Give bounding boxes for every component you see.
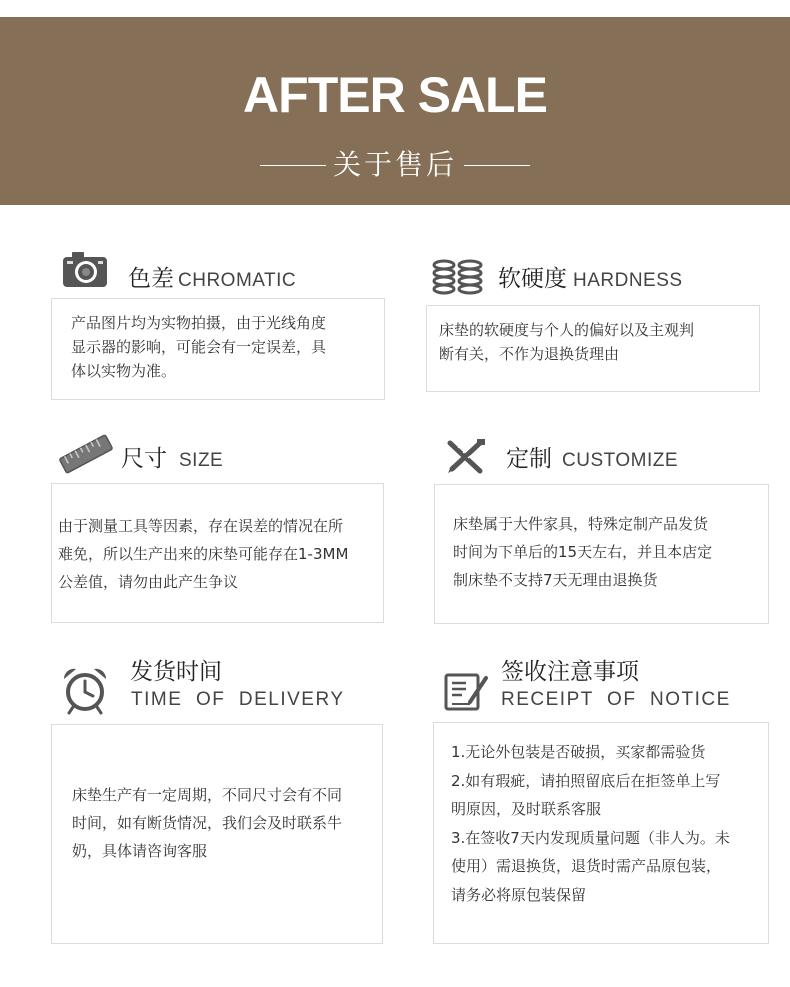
delivery-box <box>51 724 383 944</box>
receipt-line: 请务必将原包装保留 <box>451 885 587 904</box>
receipt-title-en: RECEIPT OF NOTICE <box>501 689 731 710</box>
customize-line: 时间为下单后的15天左右，并且本店定 <box>453 543 713 561</box>
hardness-title-en: HARDNESS <box>573 270 683 291</box>
customize-line: 床垫属于大件家具，特殊定制产品发货 <box>453 515 709 533</box>
size-line: 公差值，请勿由此产生争议 <box>58 573 239 591</box>
size-title-en: SIZE <box>179 450 224 471</box>
size-line: 由于测量工具等因素，存在误差的情况在所 <box>58 517 344 535</box>
banner-subtitle-row <box>0 145 790 185</box>
alarm-clock-icon <box>60 665 110 715</box>
camera-icon <box>62 251 108 289</box>
chromatic-line: 体以实物为准。 <box>71 362 177 380</box>
hardness-title <box>498 260 683 293</box>
chromatic-line: 产品图片均为实物拍摄，由于光线角度 <box>71 314 327 332</box>
ruler-icon <box>58 432 114 476</box>
chromatic-box <box>51 298 385 400</box>
customize-title-cn: 定制 <box>506 446 552 472</box>
delivery-title-en: TIME OF DELIVERY <box>131 689 345 710</box>
delivery-line: 奶，具体请咨询客服 <box>72 842 208 860</box>
chromatic-title-en: CHROMATIC <box>178 270 297 291</box>
subtitle-right-rule <box>464 165 530 166</box>
tools-icon <box>444 437 488 477</box>
receipt-title-cn: 签收注意事项 <box>501 659 639 685</box>
hardness-box <box>426 305 760 392</box>
size-box <box>51 483 384 623</box>
hardness-line: 床垫的软硬度与个人的偏好以及主观判 <box>439 321 695 339</box>
customize-line: 制床垫不支持7天无理由退换货 <box>453 571 658 589</box>
receipt-line: 1.无论外包装是否破损，买家都需验货 <box>451 743 706 761</box>
size-title-cn: 尺寸 <box>121 446 167 472</box>
banner-title: AFTER SALE <box>243 67 547 123</box>
receipt-box <box>433 722 769 944</box>
subtitle-left-rule <box>260 165 326 166</box>
size-line: 难免，所以生产出来的床垫可能存在1-3MM <box>58 545 349 563</box>
receipt-line: 使用）需退换货，退货时需产品原包装， <box>451 857 722 876</box>
customize-title <box>506 440 678 473</box>
after-sale-banner <box>0 17 790 205</box>
hardness-title-cn: 软硬度 <box>498 266 567 292</box>
size-title <box>121 440 223 473</box>
delivery-line: 床垫生产有一定周期，不同尺寸会有不同 <box>72 786 343 804</box>
receipt-line: 明原因，及时联系客服 <box>451 800 602 819</box>
tablet-edit-icon <box>444 672 490 712</box>
hardness-line: 断有关，不作为退换货理由 <box>439 345 620 363</box>
receipt-line: 2.如有瑕疵，请拍照留底后在拒签单上写 <box>451 771 721 790</box>
delivery-title-cn: 发货时间 <box>130 659 222 685</box>
delivery-line: 时间，如有断货情况，我们会及时联系牛 <box>72 814 343 832</box>
chromatic-line: 显示器的影响，可能会有一定误差，具 <box>71 338 327 356</box>
chromatic-title-cn: 色差 <box>128 266 174 292</box>
customize-title-en: CUSTOMIZE <box>562 450 679 471</box>
chromatic-title <box>128 260 296 293</box>
springs-icon <box>432 258 484 298</box>
customize-box <box>434 484 769 624</box>
banner-subtitle: 关于售后 <box>332 148 457 181</box>
receipt-line: 3.在签收7天内发现质量问题（非人为。未 <box>451 828 730 847</box>
